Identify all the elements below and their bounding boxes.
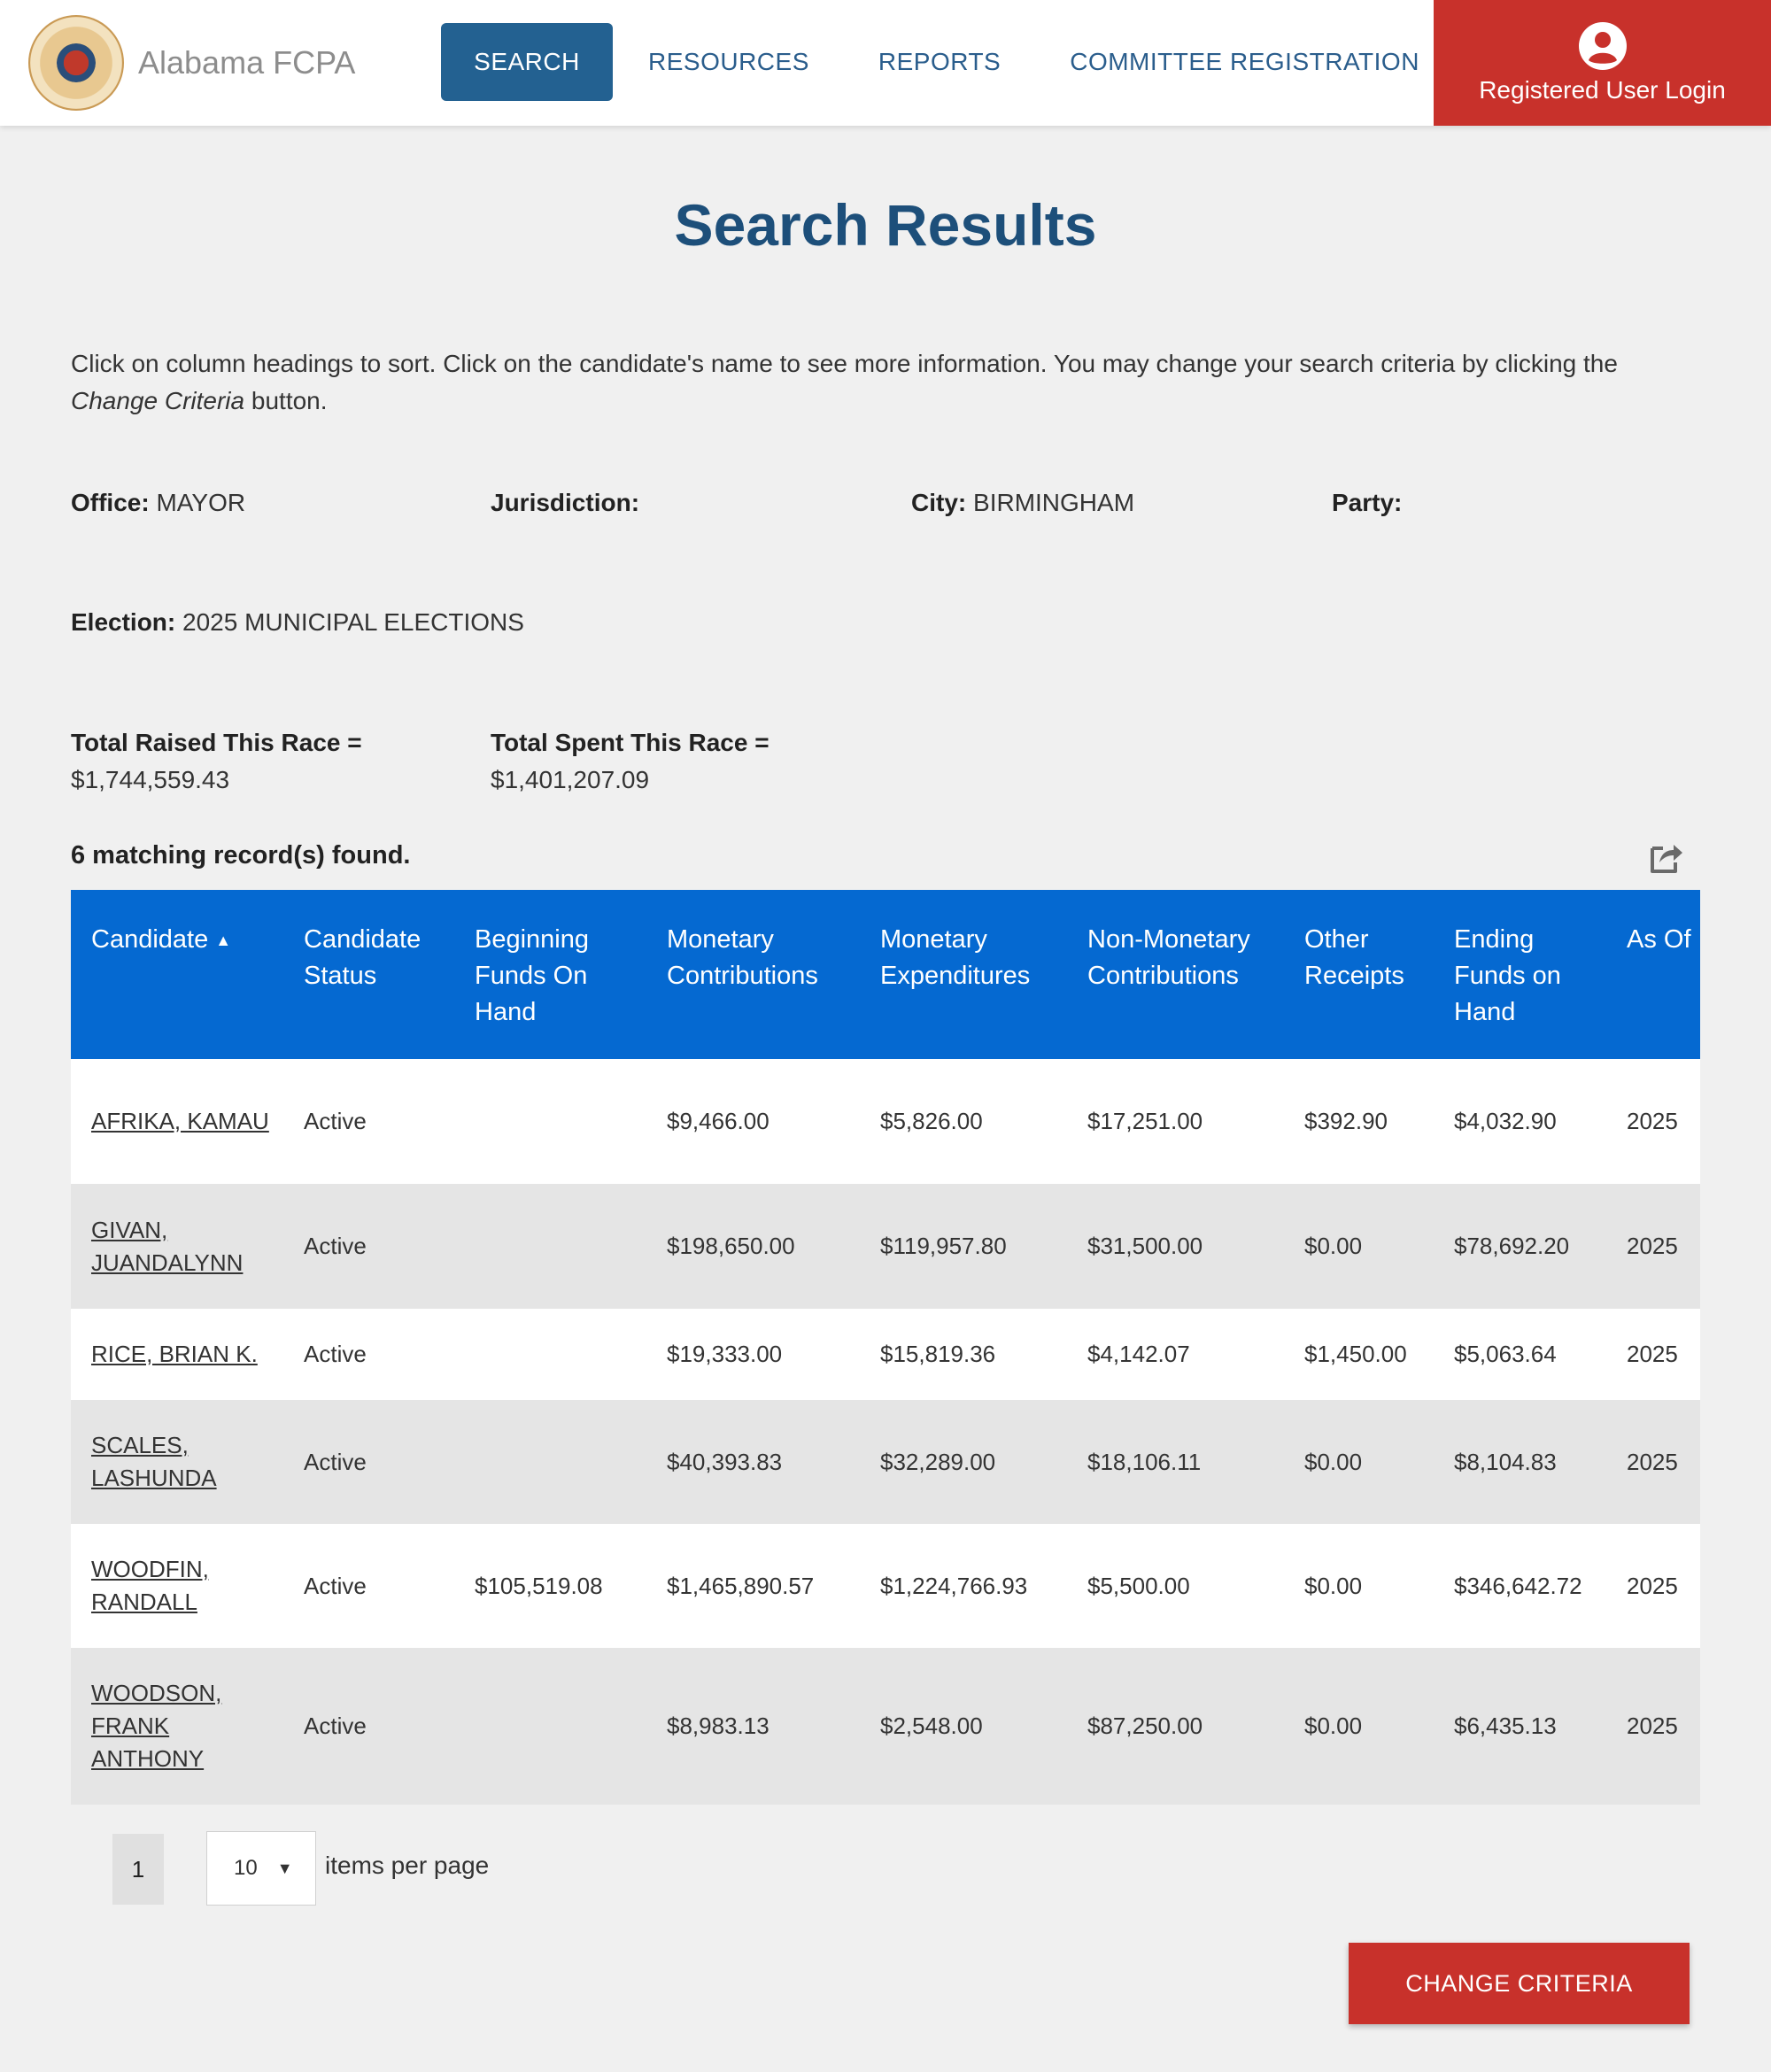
brand[interactable] xyxy=(28,14,355,112)
cell-monetary-contributions: $198,650.00 xyxy=(646,1184,860,1309)
cell-monetary-contributions: $40,393.83 xyxy=(646,1400,860,1524)
items-per-page-value: 10 xyxy=(234,1856,258,1880)
cell-monetary-contributions: $8,983.13 xyxy=(646,1648,860,1805)
cell-non-monetary-contributions: $18,106.11 xyxy=(1067,1400,1284,1524)
cell-ending-funds: $8,104.83 xyxy=(1434,1400,1606,1524)
alabama-seal-icon xyxy=(28,15,124,111)
column-header-other-receipts[interactable]: Other Receipts xyxy=(1284,890,1434,1059)
cell-monetary-expenditures: $5,826.00 xyxy=(860,1059,1067,1184)
items-per-page-select[interactable] xyxy=(206,1831,316,1906)
party-label: Party: xyxy=(1332,489,1403,516)
criteria-city xyxy=(911,489,1134,517)
cell-beginning-funds xyxy=(454,1059,646,1184)
criteria-party xyxy=(1332,489,1402,517)
cell-other-receipts: $0.00 xyxy=(1284,1648,1434,1805)
intro-text-part1: Click on column headings to sort. Click on the candidate's name to see more information. You may change your search criteria by clicking the xyxy=(71,350,1618,377)
nav-committee-registration[interactable]: COMMITTEE REGISTRATION xyxy=(1070,48,1419,75)
results-table xyxy=(71,890,1700,1805)
chevron-down-icon: ▼ xyxy=(276,1859,293,1877)
city-label: City: xyxy=(911,489,967,516)
criteria-election xyxy=(71,608,524,637)
column-header-beginning-funds[interactable]: Beginning Funds On Hand xyxy=(454,890,646,1059)
cell-ending-funds: $5,063.64 xyxy=(1434,1309,1606,1400)
cell-ending-funds: $78,692.20 xyxy=(1434,1184,1606,1309)
instructions-text xyxy=(71,345,1700,420)
cell-monetary-contributions: $1,465,890.57 xyxy=(646,1524,860,1648)
cell-monetary-expenditures: $119,957.80 xyxy=(860,1184,1067,1309)
cell-other-receipts: $0.00 xyxy=(1284,1400,1434,1524)
column-header-candidate[interactable] xyxy=(71,890,283,1059)
cell-as-of: 2025 xyxy=(1606,1524,1700,1648)
table-header-row xyxy=(71,890,1700,1059)
cell-monetary-expenditures: $32,289.00 xyxy=(860,1400,1067,1524)
cell-ending-funds: $6,435.13 xyxy=(1434,1648,1606,1805)
total-spent xyxy=(491,724,769,799)
cell-status: Active xyxy=(283,1648,454,1805)
share-export-icon[interactable] xyxy=(1645,836,1686,877)
table-row xyxy=(71,1184,1700,1309)
total-raised xyxy=(71,724,362,799)
cell-other-receipts: $1,450.00 xyxy=(1284,1309,1434,1400)
seal-emblem xyxy=(57,43,96,82)
criteria-office xyxy=(71,489,245,517)
registered-user-login-button[interactable] xyxy=(1434,0,1771,126)
nav-search[interactable]: SEARCH xyxy=(441,23,613,101)
cell-candidate xyxy=(71,1059,283,1184)
table-row xyxy=(71,1059,1700,1184)
page-title: Search Results xyxy=(674,192,1097,258)
cell-ending-funds: $4,032.90 xyxy=(1434,1059,1606,1184)
items-per-page-label: items per page xyxy=(325,1852,490,1879)
cell-beginning-funds xyxy=(454,1648,646,1805)
cell-beginning-funds xyxy=(454,1184,646,1309)
cell-status: Active xyxy=(283,1309,454,1400)
candidate-link[interactable]: WOODFIN, RANDALL xyxy=(91,1556,209,1615)
total-spent-label: Total Spent This Race = xyxy=(491,729,769,756)
cell-candidate xyxy=(71,1648,283,1805)
column-header-as-of[interactable]: As Of xyxy=(1606,890,1700,1059)
cell-other-receipts: $0.00 xyxy=(1284,1184,1434,1309)
cell-status: Active xyxy=(283,1524,454,1648)
column-header-candidate-status[interactable]: Candidate Status xyxy=(283,890,454,1059)
table-row xyxy=(71,1400,1700,1524)
cell-monetary-expenditures: $1,224,766.93 xyxy=(860,1524,1067,1648)
login-label: Registered User Login xyxy=(1479,76,1726,104)
cell-non-monetary-contributions: $31,500.00 xyxy=(1067,1184,1284,1309)
cell-status: Active xyxy=(283,1059,454,1184)
column-header-monetary-expenditures[interactable]: Monetary Expenditures xyxy=(860,890,1067,1059)
user-circle-icon xyxy=(1578,21,1628,71)
cell-candidate xyxy=(71,1309,283,1400)
cell-other-receipts: $0.00 xyxy=(1284,1524,1434,1648)
criteria-jurisdiction xyxy=(491,489,639,517)
office-value: MAYOR xyxy=(156,489,246,516)
cell-as-of: 2025 xyxy=(1606,1400,1700,1524)
candidate-link[interactable]: RICE, BRIAN K. xyxy=(91,1341,258,1367)
cell-monetary-expenditures: $15,819.36 xyxy=(860,1309,1067,1400)
cell-as-of: 2025 xyxy=(1606,1648,1700,1805)
table-row xyxy=(71,1648,1700,1805)
pagination-page-1[interactable]: 1 xyxy=(112,1834,164,1905)
cell-non-monetary-contributions: $87,250.00 xyxy=(1067,1648,1284,1805)
office-label: Office: xyxy=(71,489,150,516)
column-header-ending-funds[interactable]: Ending Funds on Hand xyxy=(1434,890,1606,1059)
main-nav xyxy=(441,23,1419,101)
city-value: BIRMINGHAM xyxy=(973,489,1135,516)
total-raised-label: Total Raised This Race = xyxy=(71,729,362,756)
change-criteria-button[interactable]: CHANGE CRITERIA xyxy=(1349,1943,1690,2024)
table-row xyxy=(71,1309,1700,1400)
cell-monetary-contributions: $19,333.00 xyxy=(646,1309,860,1400)
election-label: Election: xyxy=(71,608,176,636)
candidate-link[interactable]: SCALES, LASHUNDA xyxy=(91,1432,217,1491)
cell-status: Active xyxy=(283,1400,454,1524)
cell-as-of: 2025 xyxy=(1606,1059,1700,1184)
candidate-link[interactable]: GIVAN, JUANDALYNN xyxy=(91,1216,244,1276)
cell-non-monetary-contributions: $17,251.00 xyxy=(1067,1059,1284,1184)
cell-monetary-expenditures: $2,548.00 xyxy=(860,1648,1067,1805)
cell-as-of: 2025 xyxy=(1606,1309,1700,1400)
cell-monetary-contributions: $9,466.00 xyxy=(646,1059,860,1184)
total-raised-value: $1,744,559.43 xyxy=(71,766,230,793)
cell-ending-funds: $346,642.72 xyxy=(1434,1524,1606,1648)
brand-name: Alabama FCPA xyxy=(138,44,356,81)
column-header-monetary-contributions[interactable]: Monetary Contributions xyxy=(646,890,860,1059)
top-navigation-bar xyxy=(0,0,1771,126)
table-row xyxy=(71,1524,1700,1648)
intro-emphasis: Change Criteria xyxy=(71,387,245,414)
cell-beginning-funds: $105,519.08 xyxy=(454,1524,646,1648)
matching-records-count: 6 matching record(s) found. xyxy=(71,841,411,870)
jurisdiction-label: Jurisdiction: xyxy=(491,489,640,516)
cell-other-receipts: $392.90 xyxy=(1284,1059,1434,1184)
sort-ascending-icon: ▲ xyxy=(215,931,232,949)
cell-candidate xyxy=(71,1524,283,1648)
cell-status: Active xyxy=(283,1184,454,1309)
intro-text-part2: button. xyxy=(244,387,328,414)
column-header-candidate-label: Candidate xyxy=(91,925,209,954)
column-header-non-monetary-contributions[interactable]: Non-Monetary Contributions xyxy=(1067,890,1284,1059)
candidate-link[interactable]: WOODSON, FRANK ANTHONY xyxy=(91,1680,222,1772)
election-value: 2025 MUNICIPAL ELECTIONS xyxy=(182,608,524,636)
cell-beginning-funds xyxy=(454,1400,646,1524)
candidate-link[interactable]: AFRIKA, KAMAU xyxy=(91,1108,269,1134)
nav-reports[interactable]: REPORTS xyxy=(878,48,1002,75)
total-spent-value: $1,401,207.09 xyxy=(491,766,650,793)
cell-non-monetary-contributions: $5,500.00 xyxy=(1067,1524,1284,1648)
nav-resources[interactable]: RESOURCES xyxy=(648,48,809,75)
cell-non-monetary-contributions: $4,142.07 xyxy=(1067,1309,1284,1400)
cell-as-of: 2025 xyxy=(1606,1184,1700,1309)
cell-candidate xyxy=(71,1184,283,1309)
cell-beginning-funds xyxy=(454,1309,646,1400)
cell-candidate xyxy=(71,1400,283,1524)
